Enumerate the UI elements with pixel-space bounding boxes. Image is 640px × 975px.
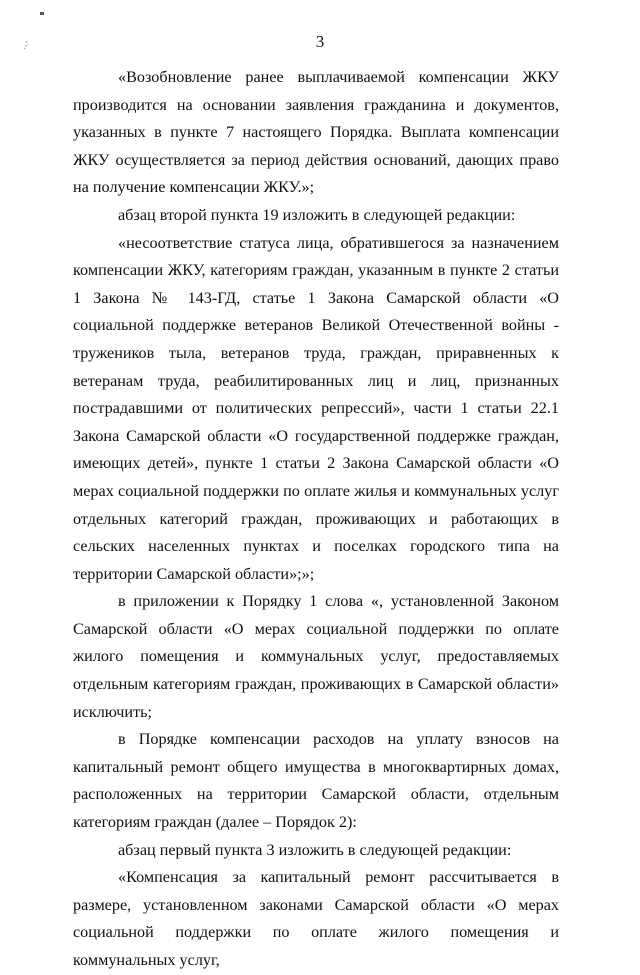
scan-artifact-mark: .-'	[19, 38, 31, 52]
paragraph-appendix: в приложении к Порядку 1 слова «, установленной Законом Самарской области «О мерах социальной поддержки по оплате жилого помещения и коммунальных услуг, предоставляемых отдельным категориям граждан, проживающих в Самарской области» исключить;	[73, 592, 559, 721]
paragraph-status-mismatch: «несоответствие статуса лица, обратившегося за назначением компенсации ЖКУ, категориям граждан, указанным в пункте 2 статьи 1 Закона № 143-ГД, статье 1 Закона Самарской области «О социальной поддержке ветеранов Великой Отечественной войны - тружеников тыла, ветеранов труда, граждан, приравненных к ветеранам труда, реабилитированных лиц и лиц, признанных пострадавшими от политических репрессий», части 1 статьи 22.1 Закона Самарской области «О государственной поддержке граждан, имеющих детей», пункте 1 статьи 2 Закона Самарской области «О мерах социальной поддержки по оплате жилья и коммунальных услуг отдельных категорий граждан, проживающих и работающих в сельских населенных пунктах и поселках городского типа на территории Самарской области»;»;	[73, 233, 559, 583]
document-body	[73, 64, 559, 975]
paragraph-compensation: «Компенсация за капитальный ремонт рассчитывается в размере, установленном законами Самарской области «О мерах социальной поддержки по оплате жилого помещения и коммунальных услуг,	[73, 868, 559, 969]
paragraph-order-2: в Порядке компенсации расходов на уплату взносов на капитальный ремонт общего имущества в многоквартирных домах, расположенных на территории Самарской области, отдельным категориям граждан (далее – Порядок 2):	[73, 730, 559, 832]
page-number: 3	[315, 32, 325, 51]
paragraph-amend-19: абзац второй пункта 19 изложить в следующей редакции:	[118, 205, 516, 224]
paragraph-amend-3: абзац первый пункта 3 изложить в следующей редакции:	[118, 840, 512, 859]
scan-artifact	[40, 12, 44, 15]
paragraph-resumption: «Возобновление ранее выплачиваемой компенсации ЖКУ производится на основании заявления гражданина и документов, указанных в пункте 7 настоящего Порядка. Выплата компенсации ЖКУ осуществляется за период действия оснований, дающих право на получение компенсации ЖКУ.»;	[73, 68, 559, 197]
